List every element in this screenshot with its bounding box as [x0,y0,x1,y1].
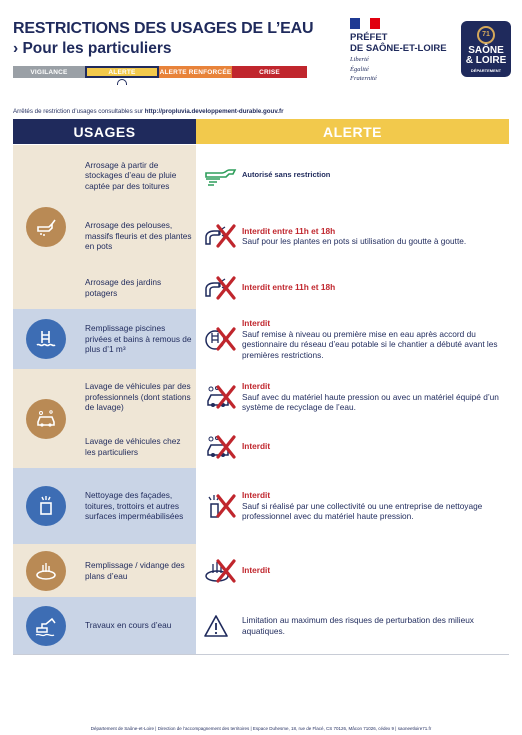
alert-detail: Sauf remise à niveau ou première mise en eau après accord du gestionnaire du réseau d’eau potable si le chantier a débuté avant les premières restrictions. [242,328,498,360]
notice-text [13,108,284,115]
column-header-alerte: ALERTE [196,119,509,144]
dept-number: 71 [477,26,495,44]
alert-cell [196,544,509,597]
forbidden-status: Interdit entre 11h et 18h [242,282,336,292]
forbidden-status: Interdit [242,441,271,451]
prefet-title-line1: PRÉFET [350,32,388,43]
alert-text [242,226,504,247]
page-title: RESTRICTIONS DES USAGES DE L’EAU [13,20,314,37]
car-wash-icon [203,384,239,410]
alert-detail: Sauf avec du matériel haute pression ou avec un matériel équipé d’un système de recyclage de l’eau. [242,391,499,412]
alert-cell [196,597,509,654]
allowed-status: Autorisé sans restriction [242,170,331,179]
dept-name-line1: SAÔNE [468,45,504,56]
notice-label: Arrêtés de restriction d’usages consultables sur [13,108,145,115]
cleaning-icon [203,493,239,519]
alert-detail: Limitation au maximum des risques de perturbation des milieux aquatiques. [242,615,474,636]
page-subtitle: › Pour les particuliers [13,40,172,57]
digger-icon [26,606,66,646]
usage-label: Lavage de véhicules par des professionnels (dont stations de lavage) [78,369,196,425]
alert-cell [196,309,509,369]
forbidden-status: Interdit [242,318,271,328]
alert-cell [196,145,509,206]
motto-liberte: Liberté [350,56,369,63]
alert-cell [196,369,509,425]
forbidden-status: Interdit [242,381,271,391]
usage-group-3 [13,369,78,468]
forbidden-status: Interdit [242,565,271,575]
car-icon [26,399,66,439]
alert-text [242,615,504,636]
forbidden-status: Interdit entre 11h et 18h [242,225,336,236]
alert-text [242,381,504,413]
alert-text [242,170,504,181]
pond-icon [203,558,239,584]
hose-icon [203,275,239,301]
level-vigilance [13,66,85,78]
usage-group-6 [13,597,78,654]
dept-name-line2: & LOIRE [465,55,507,66]
alert-detail: Sauf si réalisé par une collectivité ou une entreprise de nettoyage professionnel avec du matériel haute pression. [242,500,483,521]
hose-icon [203,223,239,249]
alert-cell [196,425,509,468]
usage-label: Remplissage piscines privées et bains à remous de plus d’1 m³ [78,309,196,369]
alert-text [242,490,504,522]
car-wash-icon [203,434,239,460]
level-label: ALERTE RENFORCÉE [159,68,232,76]
level-label: ALERTE [108,68,136,76]
clean-icon [26,486,66,526]
alert-cell [196,206,509,266]
dept-name-line3: DÉPARTEMENT [470,68,502,73]
watering-icon [26,207,66,247]
column-header-usages: USAGES [13,119,196,144]
alert-cell [196,266,509,309]
alert-text [242,441,504,452]
level-crise [232,66,307,78]
usage-group-2 [13,309,78,369]
level-alerte [85,66,159,78]
prefet-title-line2: DE SAÔNE-ET-LOIRE [350,43,447,54]
level-label: CRISE [259,68,280,76]
pool-icon [26,319,66,359]
alert-text [242,282,504,293]
pond-icon [26,551,66,591]
usage-group-5 [13,544,78,597]
footer: Département de Saône-et-Loire | Direction de l’accompagnement des territoires | Espace Duhesme, 18, rue de Flacé, CS 70126, Mâcon 71026, cédex 9 | saoneetloire71.fr [90,726,432,731]
warning-icon [203,613,239,639]
group-divider [13,654,509,655]
usage-label: Lavage de véhicules chez les particuliers [78,425,196,468]
usage-label: Arrosage des pelouses, massifs fleuris et des plantes en pots [78,206,196,266]
prefet-logo [350,18,447,83]
level-alerte-renforcee [159,66,232,78]
alert-cell [196,468,509,544]
rain-barrel-icon [203,163,239,189]
alert-level-scale [13,66,307,78]
pool-icon [203,326,239,352]
usage-label: Arrosage à partir de stockages d’eau de pluie captée par des toitures [78,145,196,206]
forbidden-status: Interdit [242,490,271,500]
usage-label: Remplissage / vidange des plans d’eau [78,544,196,597]
propluvia-link[interactable]: http://propluvia.developpement-durable.gouv.fr [144,108,284,115]
usage-label: Nettoyage des façades, toitures, trottoirs et autres surfaces imperméabilisées [78,468,196,544]
motto-fraternite: Fraternité [350,75,377,82]
active-level-pointer [117,79,127,85]
level-label: VIGILANCE [30,68,68,76]
french-flag-icon [350,18,380,29]
departement-logo [461,21,511,77]
alert-text [242,318,504,360]
usage-label: Arrosage des jardins potagers [78,266,196,309]
alert-detail: Sauf pour les plantes en pots si utilisation du goutte à goutte. [242,236,467,246]
alert-text [242,565,504,576]
usage-group-1 [13,145,78,309]
usage-group-4 [13,468,78,544]
usage-label: Travaux en cours d’eau [78,597,196,654]
motto-egalite: Égalité [350,65,369,73]
